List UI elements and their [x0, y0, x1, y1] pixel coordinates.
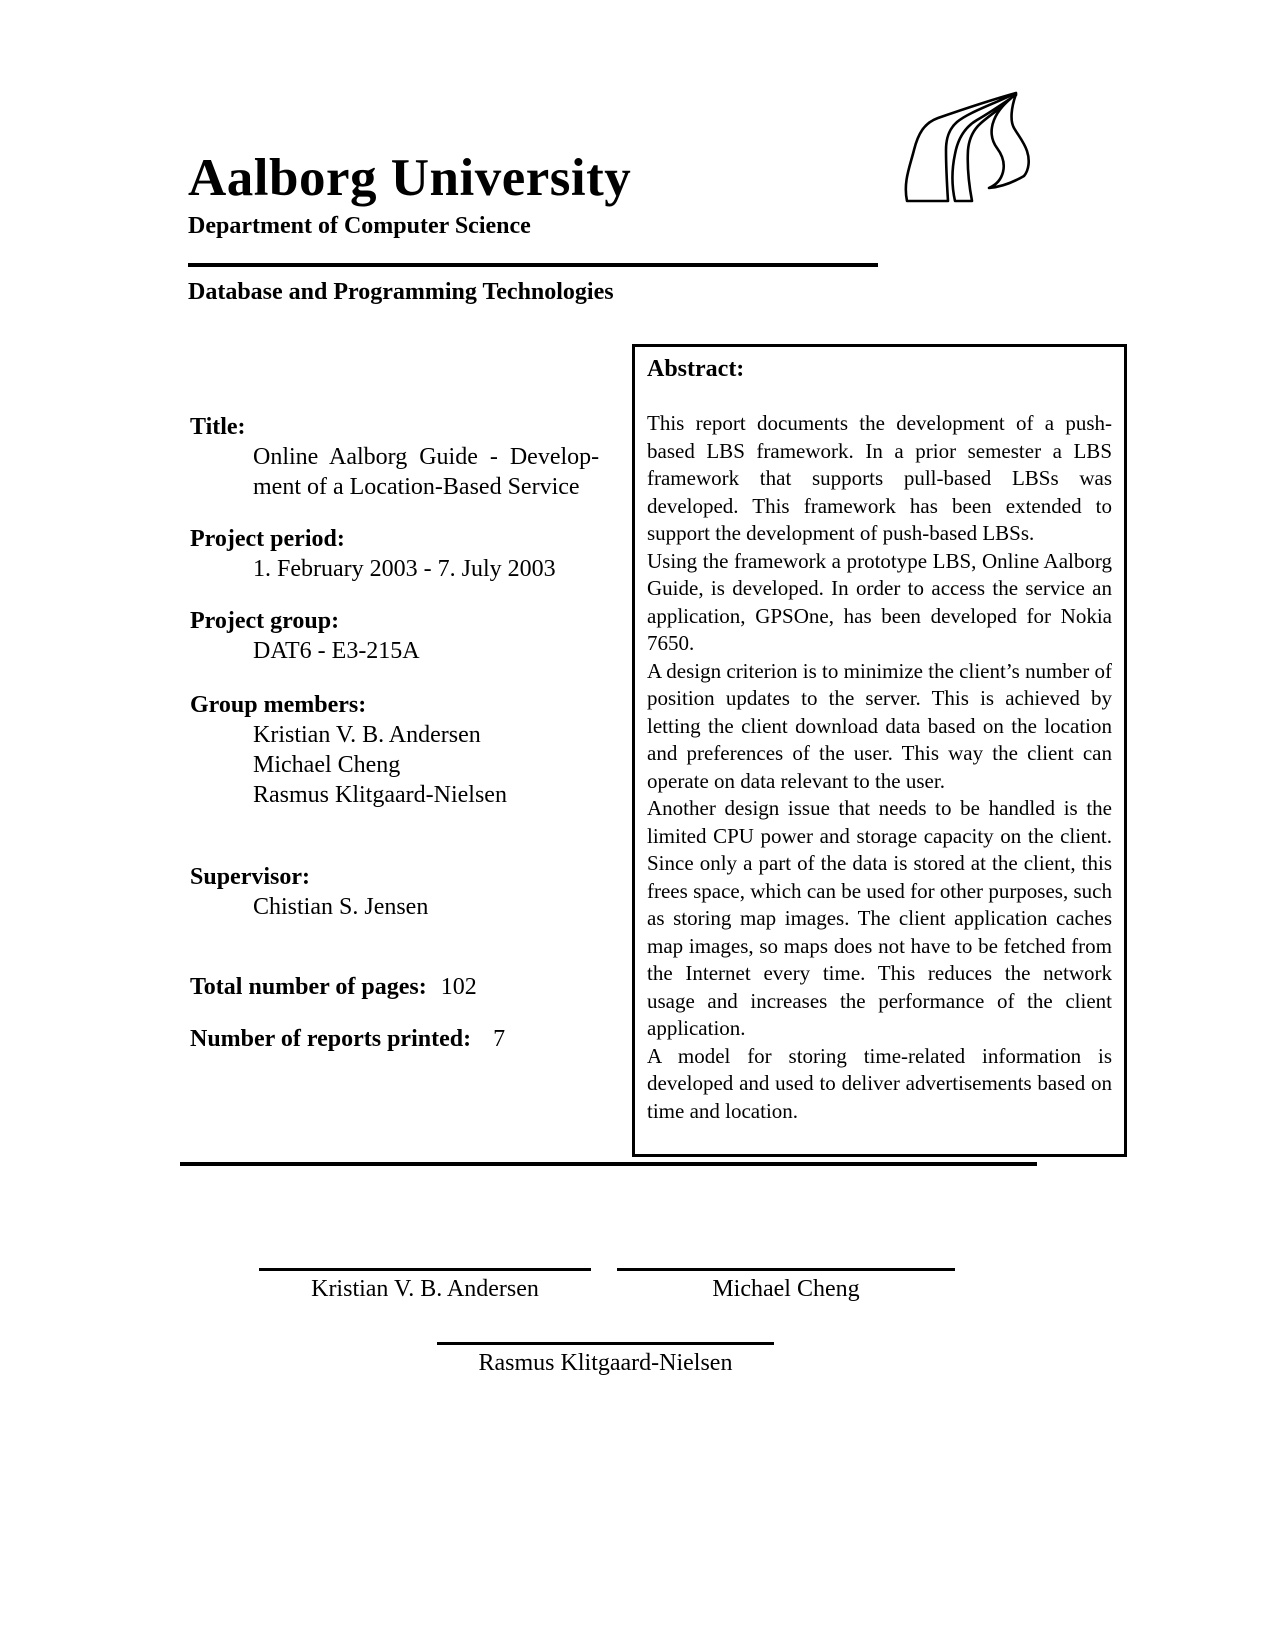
group-members-label: Group members:	[190, 692, 367, 718]
group-members-list	[190, 720, 635, 810]
reports-printed-row	[190, 1024, 635, 1054]
project-period-value: 1. February 2003 - 7. July 2003	[253, 556, 556, 582]
page-header	[188, 150, 631, 240]
signature-name: Michael Cheng	[712, 1276, 860, 1302]
group-member-name: Rasmus Klitgaard-Nielsen	[253, 782, 507, 808]
signature-name: Rasmus Klitgaard-Nielsen	[478, 1350, 733, 1376]
project-period-label: Project period:	[190, 526, 345, 552]
project-group-value: DAT6 - E3-215A	[253, 638, 420, 664]
abstract-text	[647, 410, 1112, 1125]
total-pages-value: 102	[440, 974, 477, 1000]
header-divider	[188, 263, 878, 267]
group-member-name: Michael Cheng	[253, 752, 401, 778]
supervisor-value: Chistian S. Jensen	[253, 894, 429, 920]
abstract-paragraph: Another design issue that needs to be handled is the limited CPU power and storage capacity on the client. Since only a part of the data is stored at the client, this frees space, which can be used for other purposes, such as storing map images. The client application caches map images, so maps does not have to be fetched from the Internet every time. This reduces the network usage and increases the performance of the client application.	[647, 796, 1112, 1040]
total-pages-row	[190, 972, 635, 1002]
supervisor-label: Supervisor:	[190, 864, 310, 890]
info-panel	[190, 412, 635, 1054]
abstract-box	[632, 344, 1127, 1157]
title-line-1: Online Aalborg Guide - Develop-	[253, 444, 600, 470]
title-line-2: ment of a Location-Based Service	[253, 474, 580, 500]
signature-block-2	[617, 1268, 955, 1304]
footer-divider	[180, 1162, 1037, 1166]
group-member-name: Kristian V. B. Andersen	[253, 722, 481, 748]
reports-printed-label: Number of reports printed:	[190, 1026, 472, 1052]
signature-block-3	[437, 1342, 774, 1378]
total-pages-label: Total number of pages:	[190, 974, 427, 1000]
aau-logo-svg	[903, 90, 1035, 205]
reports-printed-value: 7	[493, 1026, 506, 1052]
title-value	[190, 442, 635, 502]
university-name: Aalborg University	[188, 149, 632, 207]
signature-name: Kristian V. B. Andersen	[311, 1276, 539, 1302]
aau-waves-logo-icon	[903, 90, 1035, 205]
project-group-label: Project group:	[190, 608, 340, 634]
abstract-paragraph: A design criterion is to minimize the client’s number of position updates to the server. This is achieved by letting the client download data based on the location and preferences of the user. This way the client can operate on data relevant to the user.	[647, 658, 1112, 793]
department-name: Department of Computer Science	[188, 213, 531, 239]
abstract-paragraph: Using the framework a prototype LBS, Online Aalborg Guide, is developed. In order to access the service an application, GPSOne, has been developed for Nokia 7650.	[647, 548, 1112, 655]
abstract-paragraph: A model for storing time-related information is developed and used to deliver advertisements based on time and location.	[647, 1043, 1112, 1123]
title-label: Title:	[190, 414, 246, 440]
research-group-name: Database and Programming Technologies	[188, 279, 614, 305]
signature-block-1	[259, 1268, 591, 1304]
abstract-paragraph: This report documents the development of a push-based LBS framework. In a prior semester a LBS framework that supports pull-based LBSs was developed. This framework has been extended to support the development of push-based LBSs.	[647, 411, 1112, 545]
abstract-heading: Abstract:	[647, 356, 745, 382]
